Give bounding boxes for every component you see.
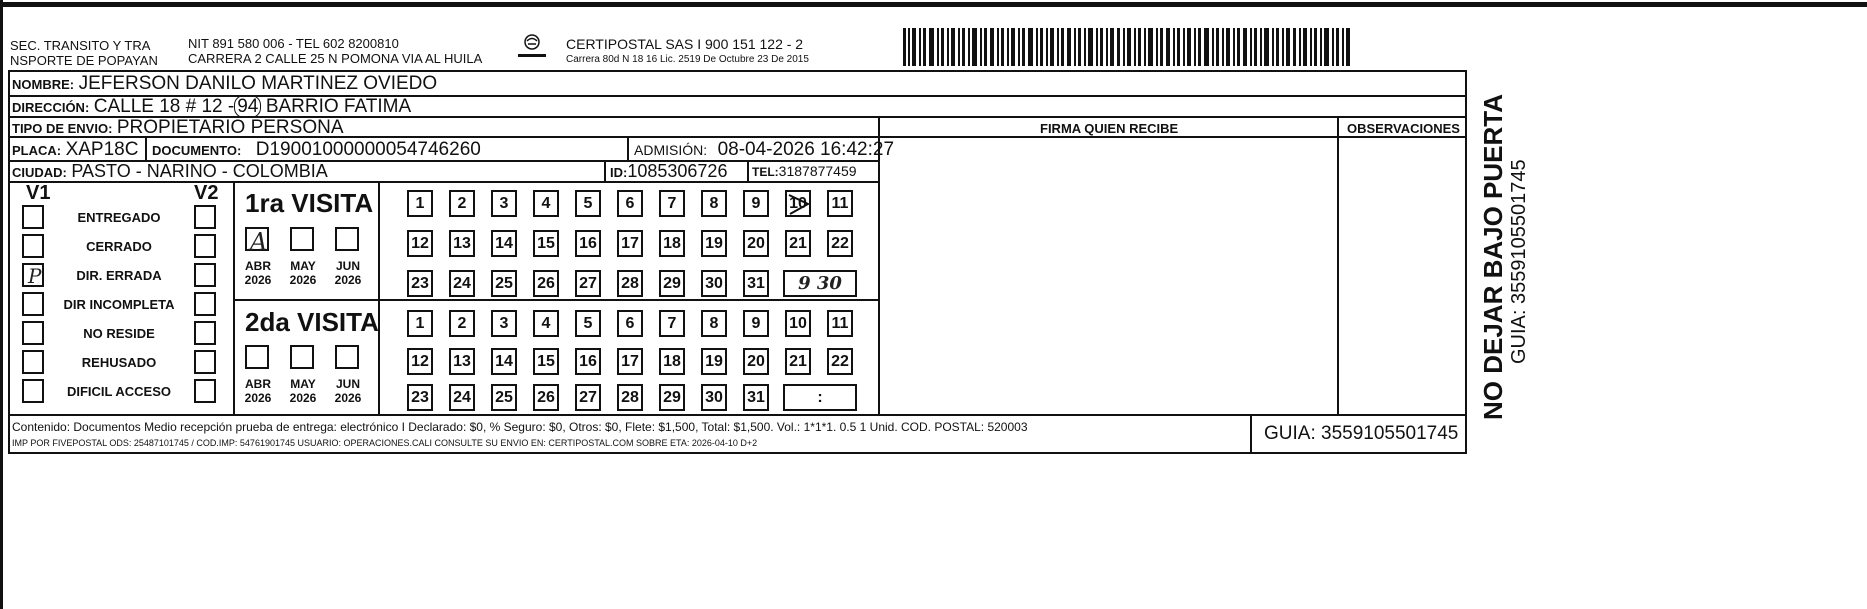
day-checkbox[interactable]: 11 (827, 190, 853, 217)
month-checkbox[interactable] (335, 345, 359, 369)
v1-checkbox[interactable] (22, 350, 44, 374)
day-checkbox[interactable]: 20 (743, 348, 769, 375)
day-checkbox[interactable]: 27 (575, 270, 601, 297)
day-checkbox[interactable]: 16 (575, 348, 601, 375)
day-checkbox[interactable]: 10 (785, 310, 811, 337)
month-checkbox[interactable] (335, 227, 359, 251)
type-label: TIPO DE ENVIO: (12, 121, 113, 136)
day-checkbox[interactable]: 23 (407, 270, 433, 297)
day-checkbox[interactable]: 1 (407, 190, 433, 217)
day-checkbox[interactable]: 29 (659, 270, 685, 297)
day-checkbox[interactable]: 14 (491, 348, 517, 375)
address-circled: 94 (234, 95, 261, 118)
v2-checkbox[interactable] (194, 263, 216, 287)
address-label: DIRECCIÓN: (12, 100, 90, 115)
admission-label: ADMISIÓN: (634, 142, 708, 158)
day-checkbox[interactable]: 25 (491, 270, 517, 297)
day-checkbox[interactable]: 3 (491, 190, 517, 217)
day-checkbox[interactable]: 31 (743, 270, 769, 297)
month-label: ABR 2026 (244, 259, 272, 287)
city-value: PASTO - NARINO - COLOMBIA (71, 161, 328, 181)
day-checkbox[interactable]: 9 (743, 310, 769, 337)
id-value: 1085306726 (627, 161, 728, 181)
month-label: ABR 2026 (244, 377, 272, 405)
reason-label: NO RESIDE (83, 326, 155, 341)
top-edge (0, 2, 1867, 7)
admission-cell (634, 139, 894, 161)
day-checkbox[interactable]: 30 (701, 270, 727, 297)
month-label: JUN 2026 (334, 259, 362, 287)
day-checkbox[interactable]: 4 (533, 190, 559, 217)
day-checkbox[interactable]: 14 (491, 230, 517, 257)
time-placeholder: : (817, 389, 823, 406)
reason-label: ENTREGADO (77, 210, 161, 225)
day-checkbox[interactable]: 12 (407, 230, 433, 257)
day-checkbox[interactable]: 1 (407, 310, 433, 337)
address-part1: CALLE 18 # 12 - (93, 96, 235, 117)
day-checkbox[interactable]: 26 (533, 384, 559, 411)
col-line-obs (1337, 116, 1339, 414)
day-checkbox[interactable]: 7 (659, 190, 685, 217)
hand-reason-mark: P (28, 264, 42, 288)
v2-checkbox[interactable] (194, 350, 216, 374)
nit-block (188, 36, 482, 66)
reason-label: CERRADO (86, 239, 152, 254)
day-checkbox[interactable]: 29 (659, 384, 685, 411)
plate-label: PLACA: (12, 143, 62, 158)
v1-checkbox[interactable] (22, 205, 44, 229)
day-checkbox[interactable]: 22 (827, 230, 853, 257)
admission-value: 08-04-2026 16:42:27 (717, 139, 895, 160)
reason-label: REHUSADO (81, 355, 157, 370)
certipostal-logo-icon (512, 32, 552, 62)
col-line-days (378, 181, 380, 414)
footer-guia: GUIA: 3559105501745 (1264, 423, 1459, 444)
day-checkbox[interactable]: 5 (575, 190, 601, 217)
sender-block (10, 38, 158, 68)
v2-checkbox[interactable] (194, 234, 216, 258)
col-line-tel (747, 160, 749, 181)
day-checkbox[interactable]: 28 (617, 270, 643, 297)
month-label: MAY 2026 (289, 377, 317, 405)
month-checkbox[interactable] (290, 345, 314, 369)
side-guia: GUIA: 3559105501745 (1508, 159, 1530, 364)
v1-checkbox[interactable] (22, 292, 44, 316)
tel-cell (752, 163, 857, 181)
address-row (12, 96, 411, 118)
day-checkbox[interactable]: 8 (701, 190, 727, 217)
v1-checkbox[interactable] (22, 234, 44, 258)
v2-checkbox[interactable] (194, 205, 216, 229)
day-checkbox[interactable]: 18 (659, 348, 685, 375)
day-checkbox[interactable]: 22 (827, 348, 853, 375)
col-line-guia (1250, 414, 1252, 454)
month-checkbox[interactable] (245, 345, 269, 369)
hand-month-mark: A (250, 228, 268, 256)
day-checkbox[interactable]: 28 (617, 384, 643, 411)
sender-line1: SEC. TRANSITO Y TRA (10, 38, 151, 53)
v2-checkbox[interactable] (194, 321, 216, 345)
day-checkbox[interactable]: 5 (575, 310, 601, 337)
day-checkbox[interactable]: 9 (743, 190, 769, 217)
doc-cell (152, 139, 481, 161)
city-cell (12, 161, 328, 182)
name-value: JEFERSON DANILO MARTINEZ OVIEDO (78, 73, 438, 94)
day-checkbox[interactable]: 20 (743, 230, 769, 257)
day-checkbox[interactable]: 21 (785, 230, 811, 257)
v1-checkbox[interactable] (22, 321, 44, 345)
col-line-visit (233, 181, 235, 414)
day-checkbox[interactable]: 21 (785, 348, 811, 375)
plate-value: XAP18C (65, 139, 139, 160)
day-checkbox[interactable]: 15 (533, 230, 559, 257)
day-checkbox[interactable]: 6 (617, 310, 643, 337)
day-checkbox[interactable]: 7 (659, 310, 685, 337)
row-line (8, 414, 1467, 416)
city-label: CIUDAD: (12, 165, 67, 180)
day-checkbox[interactable]: 19 (701, 348, 727, 375)
day-checkbox[interactable]: 15 (533, 348, 559, 375)
tel-label: TEL: (752, 165, 779, 179)
time-field-handwritten[interactable] (783, 270, 857, 297)
first-visit-title: 1ra VISITA (245, 188, 374, 218)
day-checkbox[interactable]: 23 (407, 384, 433, 411)
row-line (878, 116, 1467, 118)
address-part2: BARRIO FATIMA (265, 96, 412, 117)
day-checkbox[interactable]: 17 (617, 348, 643, 375)
day-checkbox[interactable]: 13 (449, 348, 475, 375)
day-checkbox[interactable]: 19 (701, 230, 727, 257)
doc-value: D19001000000054746260 (255, 139, 481, 160)
v2-checkbox[interactable] (194, 379, 216, 403)
side-warning: NO DEJAR BAJO PUERTA (1478, 93, 1508, 420)
col-line-id (604, 160, 606, 181)
day-checkbox[interactable]: 26 (533, 270, 559, 297)
nit-line: NIT 891 580 006 - TEL 602 8200810 (188, 36, 399, 51)
month-label: JUN 2026 (334, 377, 362, 405)
tel-value: 3187877459 (778, 163, 857, 179)
day-checkbox[interactable]: 24 (449, 270, 475, 297)
month-checkbox[interactable] (290, 227, 314, 251)
day-checkbox[interactable]: 18 (659, 230, 685, 257)
type-row (12, 117, 344, 139)
day-checkbox[interactable]: 11 (827, 310, 853, 337)
doc-label: DOCUMENTO: (152, 143, 242, 158)
day-checkbox[interactable]: 13 (449, 230, 475, 257)
day-checkbox[interactable]: 12 (407, 348, 433, 375)
day10-strike-icon (786, 190, 812, 217)
firma-header: FIRMA QUIEN RECIBE (1040, 121, 1179, 136)
visit-divider (233, 299, 878, 301)
col-line-adm (627, 138, 629, 160)
day-checkbox[interactable]: 8 (701, 310, 727, 337)
day-checkbox[interactable]: 16 (575, 230, 601, 257)
plate-cell (12, 139, 138, 161)
name-label: NOMBRE: (12, 77, 75, 92)
imp-line: IMP POR FIVEPOSTAL ODS: 25487101745 / COD.IMP: 54761901745 USUARIO: OPERACIONES.CALI CONSULTE SU ENVIO EN: CERTIPOSTAL.COM SOBRE ETA: 2026-04-10 D+2 (12, 438, 758, 448)
day-checkbox[interactable]: 4 (533, 310, 559, 337)
day-checkbox[interactable]: 6 (617, 190, 643, 217)
day-checkbox[interactable]: 27 (575, 384, 601, 411)
day-checkbox[interactable]: 30 (701, 384, 727, 411)
v1-checkbox[interactable] (22, 379, 44, 403)
time-field[interactable] (783, 384, 857, 411)
day-checkbox[interactable]: 24 (449, 384, 475, 411)
left-edge (0, 0, 3, 609)
reason-label: DIR INCOMPLETA (63, 297, 175, 312)
content-line: Contenido: Documentos Medio recepción prueba de entrega: electrónico I Declarado: $0, % Seguro: $0, Otros: $0, Flete: $1,500, Total: $1,500. Vol.: 1*1*1. 0.5 1 Unid. COD. POSTAL: 520003 (12, 420, 1028, 434)
v1-label: V1 (26, 182, 51, 204)
day-checkbox[interactable]: 2 (449, 310, 475, 337)
company-block (566, 36, 809, 65)
type-value: PROPIETARIO PERSONA (116, 117, 344, 138)
name-row (12, 73, 437, 95)
v2-label: V2 (194, 182, 219, 204)
id-label: ID: (610, 165, 628, 180)
address-line: CARRERA 2 CALLE 25 N POMONA VIA AL HUILA (188, 51, 483, 66)
second-visit-title: 2da VISITA (245, 307, 379, 337)
reason-label: DIR. ERRADA (76, 268, 162, 283)
company-line: CERTIPOSTAL SAS I 900 151 122 - 2 (566, 36, 804, 52)
id-cell (610, 161, 727, 182)
day-checkbox[interactable]: 31 (743, 384, 769, 411)
day-checkbox[interactable]: 25 (491, 384, 517, 411)
barcode (903, 28, 1351, 66)
col-line-doc (145, 138, 147, 160)
hand-time: 9 30 (798, 273, 842, 294)
day-checkbox[interactable]: 2 (449, 190, 475, 217)
day-checkbox[interactable]: 17 (617, 230, 643, 257)
month-label: MAY 2026 (289, 259, 317, 287)
reason-label: DIFICIL ACCESO (66, 384, 171, 399)
v2-checkbox[interactable] (194, 292, 216, 316)
day-checkbox[interactable]: 3 (491, 310, 517, 337)
day-checkbox[interactable]: 10 (785, 190, 811, 217)
observaciones-header: OBSERVACIONES (1347, 121, 1460, 136)
sender-line2: NSPORTE DE POPAYAN (10, 53, 158, 68)
license-line: Carrera 80d N 18 16 Lic. 2519 De Octubre 23 De 2015 (566, 54, 809, 65)
